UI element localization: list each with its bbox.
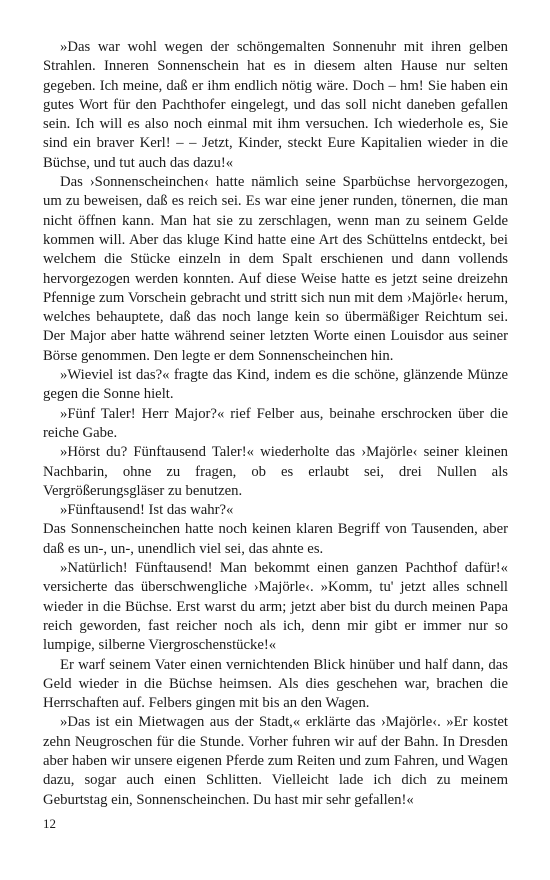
paragraph-8: »Natürlich! Fünftausend! Man bekommt einen ganzen Pachthof dafür!« versicherte das überschwengliche ›Majörle‹. »Komm, tu' jetzt alles schnell wieder in die Büchse. Erst warst du arm; jetzt aber bist du durch meinen Papa reich geworden, fast reicher noch als ich, denn mir gibt er immer nur so lumpige, silberne Viergroschenstücke!« [43,560,508,654]
paragraph-2: Das ›Sonnenscheinchen‹ hatte nämlich seine Sparbüchse hervorgezogen, um zu beweisen, daß es reich sei. Es war eine jener runden, tönernen, die man nicht öffnen kann. Man hat sie zu zerschlagen, wenn man zu seinem Gelde kommen will. Aber das kluge Kind hatte eine Art des Schüttelns entdeckt, bei welchem die Stücke einzeln in dem Spalt erschienen und dann vollends hervorgezogen werden konnten. Auf diese Weise hatte es jetzt seine dreizehn Pfennige zum Vorschein gebracht und stritt sich nun mit dem ›Majörle‹ herum, welches behauptete, daß das noch lange kein so übermäßiger Reichtum sei. Der Major aber hatte während seiner letzten Worte einen Louisdor aus seiner Börse genommen. Den legte er dem Sonnenscheinchen hin. [43,174,508,364]
paragraph-10: »Das ist ein Mietwagen aus der Stadt,« erklärte das ›Majörle‹. »Er kostet zehn Neugroschen für die Stunde. Vorher fuhren wir auf der Bahn. In Dresden aber haben wir unsere eigenen Pferde zum Reiten und zum Fahren, und Wagen dazu, sogar auch einen Schlitten. Vielleicht lade ich dich zu meinem Geburtstag ein, Sonnenscheinchen. Du hast mir sehr gefallen!« [43,714,508,808]
paragraph-9: Er warf seinem Vater einen vernichtenden Blick hinüber und half dann, das Geld wieder in die Büchse heimsen. Als dies geschehen war, brachen die Herrschaften auf. Felbers gingen mit bis an den Wagen. [43,656,508,712]
paragraph-1: »Das war wohl wegen der schöngemalten Sonnenuhr mit ihren gelben Strahlen. Inneren Sonnenschein hat es in diesem alten Hause nur selten gegeben. Ich meine, daß er ihm endlich nötig wäre. Doch – hm! Sie haben ein gutes Wort für den Pachthofer eingelegt, und das soll nicht daneben gefallen sein. Ich will es also noch einmal mit ihm versuchen. Ich wiederhole es, Sie sind ein braver Kerl! – – Jetzt, Kinder, steckt Eure Kapitalien wieder in die Büchse, und tut auch das dazu!« [43,39,508,171]
paragraph-6: »Fünftausend! Ist das wahr?« [60,502,234,519]
paragraph-5: »Hörst du? Fünftausend Taler!« wiederholte das ›Majörle‹ seiner kleinen Nachbarin, ohne zu fragen, ob es erlaubt sei, drei Nullen als Vergrößerungsgläser zu benutzen. [43,444,508,499]
book-page-text [43,38,508,810]
paragraph-7: Das Sonnenscheinchen hatte noch keinen klaren Begriff von Tausenden, aber daß es un-, un-, unendlich viel sei, das ahnte es. [43,521,508,557]
page-number: 12 [43,816,56,831]
paragraph-3: »Wieviel ist das?« fragte das Kind, indem es die schöne, glänzende Münze gegen die Sonne hielt. [43,367,508,403]
paragraph-4: »Fünf Taler! Herr Major?« rief Felber aus, beinahe erschrocken über die reiche Gabe. [43,405,508,441]
